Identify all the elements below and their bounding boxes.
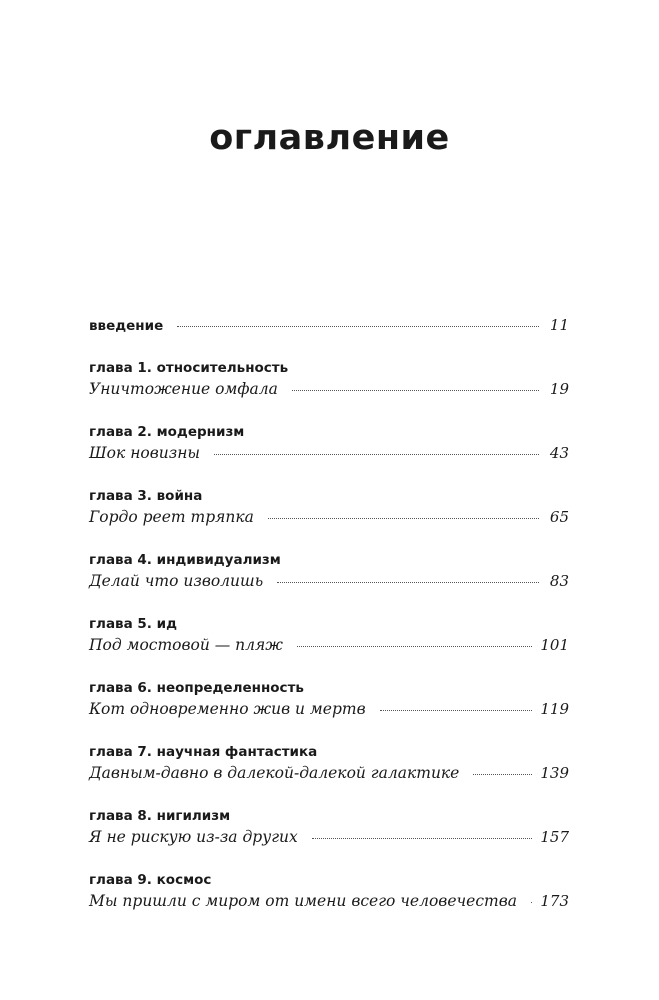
toc-page-number: 11	[549, 316, 569, 334]
toc-entry	[89, 826, 569, 848]
chapter-heading: глава 2. модернизм	[89, 424, 245, 440]
toc-entry	[89, 634, 569, 656]
toc-entry	[89, 442, 569, 464]
toc-chapter-6	[89, 678, 569, 720]
chapter-heading: глава 9. космос	[89, 872, 212, 888]
chapter-title: Гордо реет тряпка	[89, 508, 254, 526]
toc-page-number: 43	[549, 444, 569, 462]
toc-page-number: 139	[540, 764, 569, 782]
chapter-heading: глава 4. индивидуализм	[89, 552, 281, 568]
chapter-title: Кот одновременно жив и мертв	[89, 700, 366, 718]
chapter-heading: глава 6. неопределенность	[89, 680, 304, 696]
dot-leader	[297, 646, 532, 647]
chapter-title: Делай что изволишь	[89, 572, 264, 590]
dot-leader	[277, 582, 539, 583]
toc-entry	[89, 378, 569, 400]
toc-page-number: 83	[549, 572, 569, 590]
toc-entry	[89, 762, 569, 784]
chapter-title: Под мостовой — пляж	[89, 636, 283, 654]
chapter-title: Давным-давно в далекой-далекой галактике	[89, 764, 460, 782]
toc-page-number: 19	[549, 380, 569, 398]
dot-leader	[268, 518, 539, 519]
toc-chapter-1	[89, 358, 569, 400]
chapter-heading: глава 8. нигилизм	[89, 808, 231, 824]
toc-page-number: 157	[540, 828, 569, 846]
toc-entry	[89, 506, 569, 528]
dot-leader	[177, 326, 539, 327]
dot-leader	[292, 390, 539, 391]
toc-entry	[89, 698, 569, 720]
toc-entry	[89, 570, 569, 592]
chapter-heading: глава 3. война	[89, 488, 203, 504]
dot-leader	[214, 454, 539, 455]
toc-entry	[89, 890, 569, 912]
chapter-heading: глава 5. ид	[89, 616, 177, 632]
chapter-title: Уничтожение омфала	[89, 380, 278, 398]
toc-page-number: 65	[549, 508, 569, 526]
toc-page-number: 101	[540, 636, 569, 654]
chapter-title: Мы пришли с миром от имени всего человечества	[89, 892, 517, 910]
chapter-heading: глава 1. относительность	[89, 360, 289, 376]
toc-page-number: 173	[540, 892, 569, 910]
toc-chapter-4	[89, 550, 569, 592]
toc-page-number: 119	[540, 700, 569, 718]
dot-leader	[312, 838, 533, 839]
toc-chapter-3	[89, 486, 569, 528]
toc-chapter-5	[89, 614, 569, 656]
chapter-title: Я не рискую из-за других	[89, 828, 298, 846]
toc-intro-row	[89, 316, 569, 338]
chapter-title: Шок новизны	[89, 444, 201, 462]
dot-leader	[531, 902, 532, 903]
toc-chapter-8	[89, 806, 569, 848]
dot-leader	[473, 774, 532, 775]
chapter-heading: глава 7. научная фантастика	[89, 744, 318, 760]
dot-leader	[380, 710, 533, 711]
page-title: оглавление	[209, 118, 450, 158]
table-of-contents	[89, 316, 569, 934]
toc-chapter-2	[89, 422, 569, 464]
toc-chapter-7	[89, 742, 569, 784]
toc-chapter-9	[89, 870, 569, 912]
toc-intro-label: введение	[89, 318, 164, 334]
